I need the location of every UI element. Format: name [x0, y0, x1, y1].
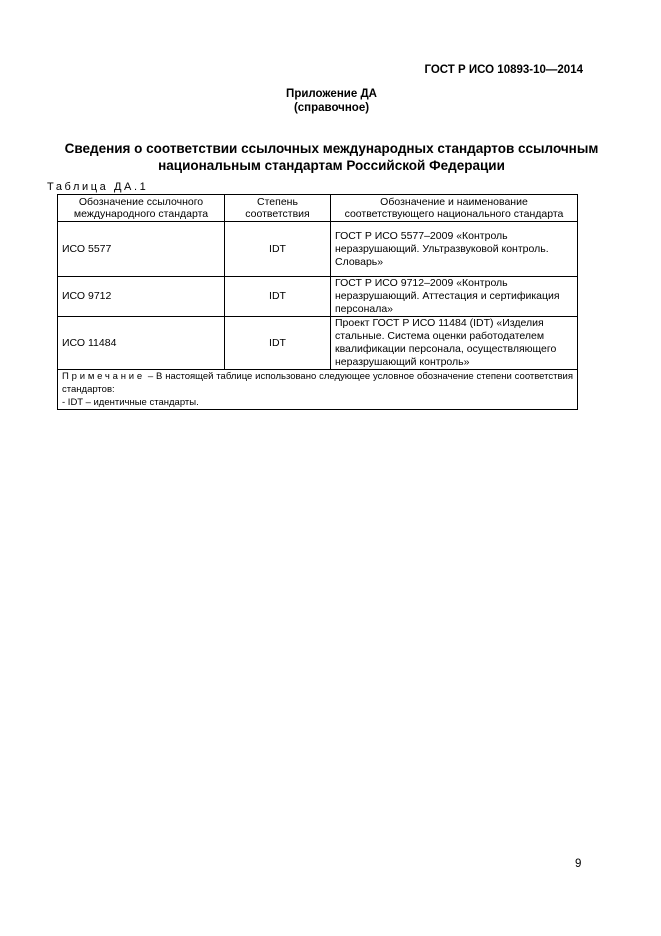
note-label: Примечание — [62, 371, 145, 382]
table-note — [58, 370, 578, 410]
cell-intl-standard: ИСО 9712 — [58, 277, 225, 317]
cell-national-standard: ГОСТ Р ИСО 5577–2009 «Контроль неразрушающий. Ультразвуковой контроль. Словарь» — [331, 222, 578, 277]
table-header-row — [58, 195, 578, 222]
cell-national-standard: ГОСТ Р ИСО 9712–2009 «Контроль неразрушающий. Аттестация и сертификация персонала» — [331, 277, 578, 317]
correspondence-table — [57, 194, 578, 410]
note-item: - IDT – идентичные стандарты. — [62, 397, 199, 408]
cell-degree: IDT — [225, 222, 331, 277]
cell-intl-standard: ИСО 11484 — [58, 317, 225, 370]
table-row — [58, 317, 578, 370]
section-title-line: Сведения о соответствии ссылочных международных стандартов ссылочным — [64, 141, 599, 156]
table-row — [58, 222, 578, 277]
page-number: 9 — [575, 858, 582, 870]
annex-heading — [0, 87, 661, 115]
cell-intl-standard: ИСО 5577 — [58, 222, 225, 277]
cell-national-standard: Проект ГОСТ Р ИСО 11484 (IDT) «Изделия стальные. Система оценки работодателем квалификации персонала, осуществляющего неразрушающий контроль» — [331, 317, 578, 370]
header-intl-standard: Обозначение ссылочного международного стандарта — [58, 195, 225, 222]
header-degree: Степень соответствия — [225, 195, 331, 222]
section-title-line: национальным стандартам Российской Федерации — [158, 158, 505, 173]
table-caption: Таблица ДА.1 — [47, 181, 149, 193]
note-text: – В настоящей таблице использовано следующее условное обозначение степени соответствия стандартов: — [62, 371, 573, 395]
document-code: ГОСТ Р ИСО 10893-10—2014 — [424, 64, 583, 76]
header-national-standard: Обозначение и наименование соответствующего национального стандарта — [331, 195, 578, 222]
cell-degree: IDT — [225, 317, 331, 370]
annex-title: Приложение ДА — [286, 88, 377, 100]
table-note-row — [58, 370, 578, 410]
section-title — [0, 140, 661, 174]
annex-subtitle: (справочное) — [293, 102, 370, 114]
table-row — [58, 277, 578, 317]
cell-degree: IDT — [225, 277, 331, 317]
